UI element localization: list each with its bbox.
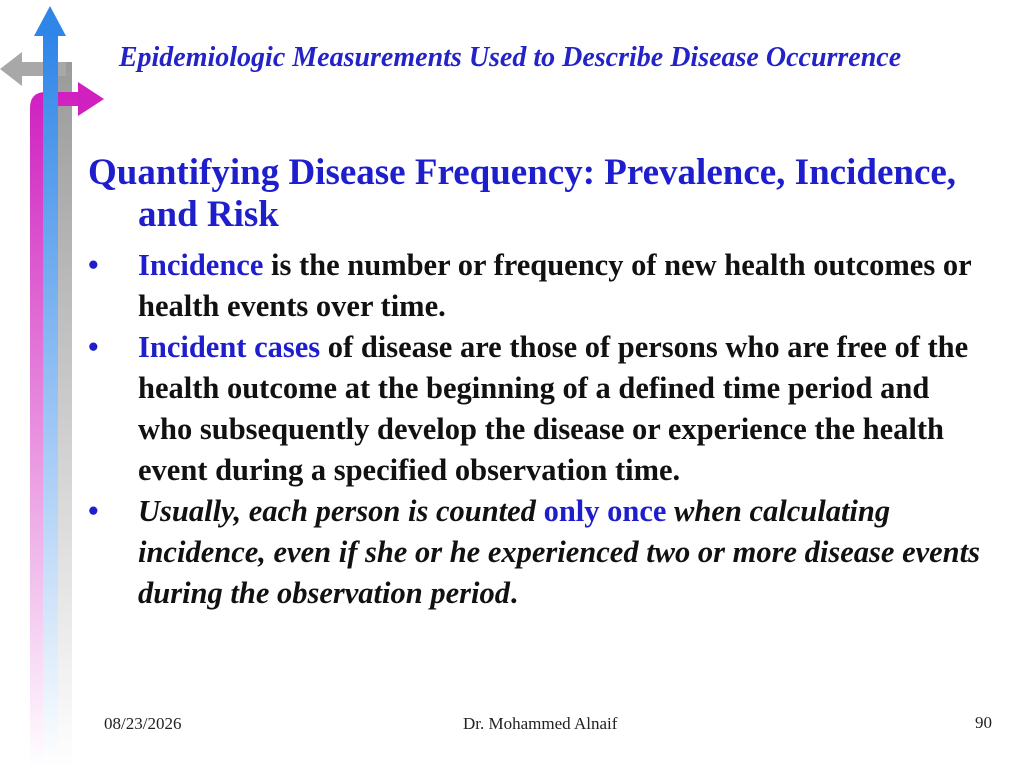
page-number: 90	[975, 713, 992, 732]
bullet-text: is the number or frequency of new health outcomes or health events over time.	[138, 248, 972, 323]
bullet-item	[88, 245, 988, 327]
slide-title: Epidemiologic Measurements Used to Describe Disease Occurrence	[118, 42, 902, 73]
bullet-item	[88, 491, 988, 614]
bullet-term: Incident cases	[138, 330, 321, 364]
bullet-text-end: .	[509, 576, 518, 610]
bullet-icon: •	[88, 330, 99, 364]
bullet-icon: •	[88, 494, 99, 528]
bullet-text-post: when calculating incidence, even if she or he experienced two or more disease events during the observation period	[138, 494, 980, 610]
bullet-emphasis: only once	[543, 494, 667, 528]
bullet-term: Incidence	[138, 248, 264, 282]
bullet-icon: •	[88, 248, 99, 282]
bullet-list	[88, 245, 988, 614]
bullet-item	[88, 327, 988, 491]
footer-date: 08/23/2026	[104, 714, 182, 733]
bullet-text: of disease are those of persons who are free of the health outcome at the beginning of a defined time period and who subsequently develop the disease or experience the health event during a specified observation time.	[138, 330, 969, 487]
section-heading: Quantifying Disease Frequency: Prevalence, Incidence, and Risk	[88, 152, 957, 235]
footer-author: Dr. Mohammed Alnaif	[463, 714, 618, 733]
bullet-text-pre: Usually, each person is counted	[138, 494, 544, 528]
